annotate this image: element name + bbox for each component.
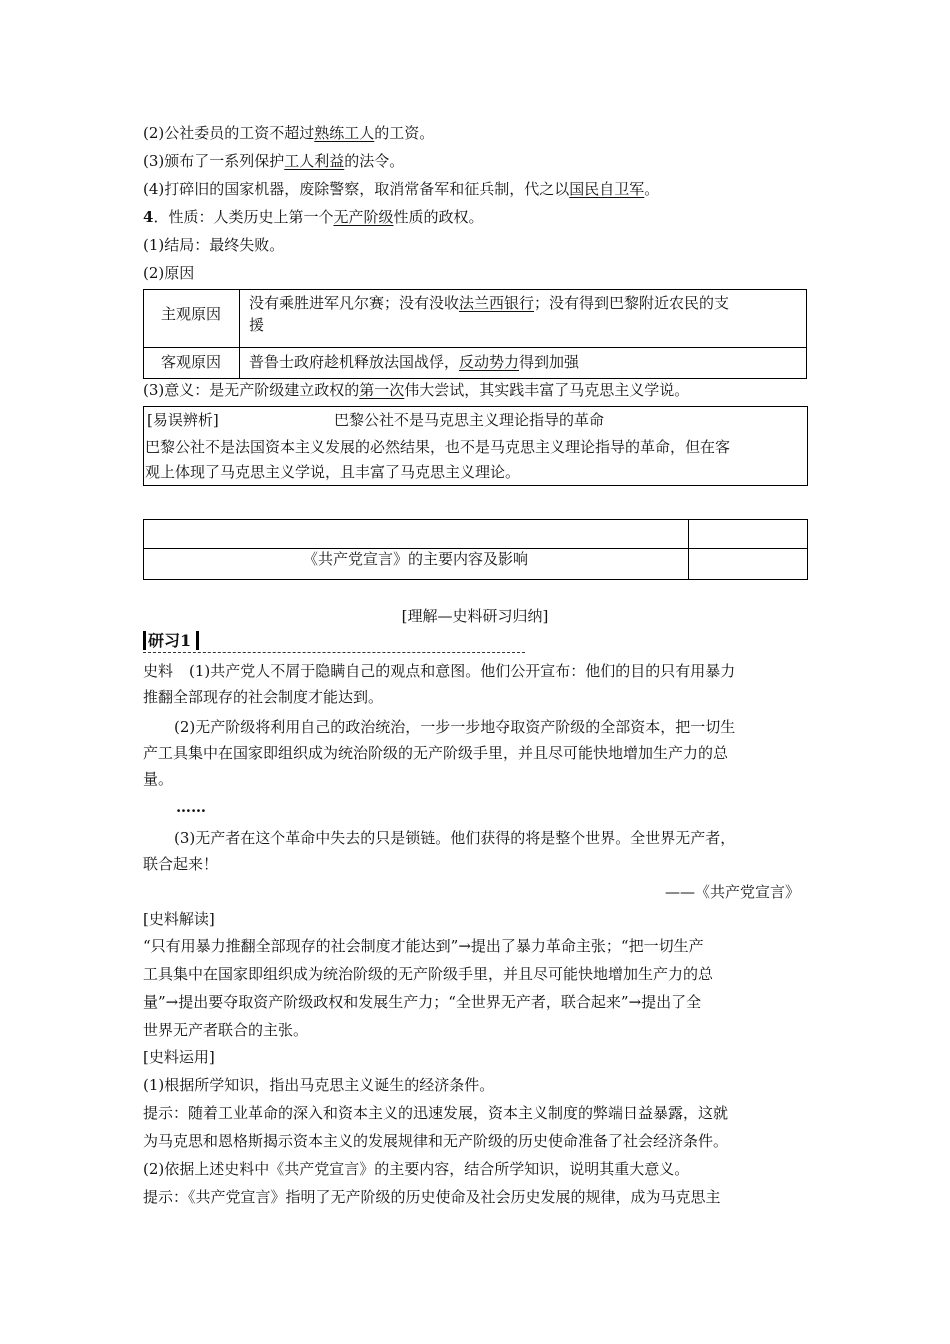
source-prefix: 史料 xyxy=(143,662,174,680)
source-p1-text: (1)共产党人不屑于隐瞒自己的观点和意图。他们公开宣布：他们的目的只有用暴力 xyxy=(189,662,736,680)
measure-2 xyxy=(143,123,434,143)
significance-line xyxy=(143,380,689,400)
source-p3-line2: 联合起来！ xyxy=(143,855,219,873)
interpretation-line1: “只有用暴力推翻全部现存的社会制度才能达到”→提出了暴力革命主张；“把一切生产 xyxy=(143,937,704,955)
application-a1-line2: 为马克思和恩格斯揭示资本主义的发展规律和无产阶级的历史使命准备了社会经济条件。 xyxy=(143,1132,729,1150)
measure-4-underlined: 国民自卫军 xyxy=(569,180,645,198)
section-title: 《共产党宣言》的主要内容及影响 xyxy=(302,550,528,568)
application-a1-line1: 提示：随着工业革命的深入和资本主义的迅速发展，资本主义制度的弊端日益暴露，这就 xyxy=(143,1104,729,1122)
misconception-title: 巴黎公社不是马克思主义理论指导的革命 xyxy=(334,411,605,429)
subjective-underlined: 法兰西银行 xyxy=(459,294,535,312)
application-a2-line1: 提示：《共产党宣言》指明了无产阶级的历史使命及社会历史发展的规律，成为马克思主 xyxy=(143,1188,721,1206)
significance-underlined: 第一次 xyxy=(359,381,405,399)
nature-text-end: 性质的政权。 xyxy=(393,208,484,226)
source-citation: ——《共产党宣言》 xyxy=(665,883,801,901)
nature-number: 4 xyxy=(143,208,154,226)
study-label-text: 研习1 xyxy=(148,631,192,650)
measure-2-text-end: 的工资。 xyxy=(374,124,435,142)
source-line1 xyxy=(143,661,735,681)
measure-2-underlined: 熟练工人 xyxy=(314,124,375,142)
reason-heading: (2)原因 xyxy=(143,264,195,282)
objective-content xyxy=(249,351,799,373)
objective-text-end: 得到加强 xyxy=(519,353,580,371)
application-q2: (2)依据上述史料中《共产党宣言》的主要内容，结合所学知识，说明其重大意义。 xyxy=(143,1160,690,1178)
application-tag: [史料运用] xyxy=(143,1048,215,1066)
measure-4 xyxy=(143,179,659,199)
source-p2-line3: 量。 xyxy=(143,770,174,788)
measure-3-text: (3)颁布了一系列保护 xyxy=(143,152,285,170)
objective-text: 普鲁士政府趁机释放法国战俘， xyxy=(249,353,460,371)
measure-2-text: (2)公社委员的工资不超过 xyxy=(143,124,315,142)
study-label xyxy=(143,631,199,651)
reason-table-row-divider xyxy=(143,347,806,348)
misconception-tag: [易误辨析] xyxy=(147,411,219,429)
objective-label: 客观原因 xyxy=(160,353,221,371)
measure-4-text: (4)打碎旧的国家机器，废除警察，取消常备军和征兵制，代之以 xyxy=(143,180,570,198)
subjective-label: 主观原因 xyxy=(160,305,221,323)
measure-3 xyxy=(143,151,404,171)
subjective-text-end: ；没有得到巴黎附近农民的支 xyxy=(534,294,730,312)
reason-table-divider xyxy=(239,289,240,378)
measure-3-text-end: 的法令。 xyxy=(344,152,405,170)
significance-text: (3)意义：是无产阶级建立政权的 xyxy=(143,381,360,399)
nature-underlined: 无产阶级 xyxy=(333,208,394,226)
nature-line xyxy=(143,207,484,227)
measure-4-text-end: 。 xyxy=(644,180,660,198)
source-p3-line1: (3)无产者在这个革命中失去的只是锁链。他们获得的将是整个世界。全世界无产者， xyxy=(174,829,736,847)
nature-label: ．性质： xyxy=(153,208,214,226)
interpretation-line4: 世界无产者联合的主张。 xyxy=(143,1021,309,1039)
misconception-line2: 观上体现了马克思主义学说，且丰富了马克思主义理论。 xyxy=(145,463,521,481)
source-p2-line1: (2)无产阶级将利用自己的政治统治，一步一步地夺取资产阶级的全部资本，把一切生 xyxy=(174,718,736,736)
interpretation-line3: 量”→提出要夺取资产阶级政权和发展生产力；“全世界无产者，联合起来”→提出了全 xyxy=(143,993,702,1011)
measure-3-underlined: 工人利益 xyxy=(284,152,345,170)
misconception-line1: 巴黎公社不是法国资本主义发展的必然结果，也不是马克思主义理论指导的革命，但在客 xyxy=(145,438,731,456)
study-label-bar-right xyxy=(194,631,199,650)
nature-text: 人类历史上第一个 xyxy=(213,208,334,226)
objective-underlined: 反动势力 xyxy=(459,353,520,371)
subheading: [理解—史料研习归纳] xyxy=(401,607,549,625)
source-ellipsis: …… xyxy=(176,798,206,816)
significance-text-end: 伟大尝试，其实践丰富了马克思主义学说。 xyxy=(404,381,690,399)
result-line: (1)结局：最终失败。 xyxy=(143,236,285,254)
study-label-rule xyxy=(143,652,525,653)
subjective-text-line2: 援 xyxy=(249,316,265,334)
interpretation-line2: 工具集中在国家即组织成为统治阶级的无产阶级手里，并且尽可能快地增加生产力的总 xyxy=(143,965,714,983)
interpretation-tag: [史料解读] xyxy=(143,910,215,928)
subjective-content xyxy=(249,292,799,336)
subjective-text: 没有乘胜进军凡尔赛；没有没收 xyxy=(249,294,460,312)
source-p1-line2: 推翻全部现存的社会制度才能达到。 xyxy=(143,688,384,706)
section-header-divider xyxy=(688,519,689,579)
application-q1: (1)根据所学知识，指出马克思主义诞生的经济条件。 xyxy=(143,1076,495,1094)
source-p2-line2: 产工具集中在国家即组织成为统治阶级的无产阶级手里，并且尽可能快地增加生产力的总 xyxy=(143,744,729,762)
